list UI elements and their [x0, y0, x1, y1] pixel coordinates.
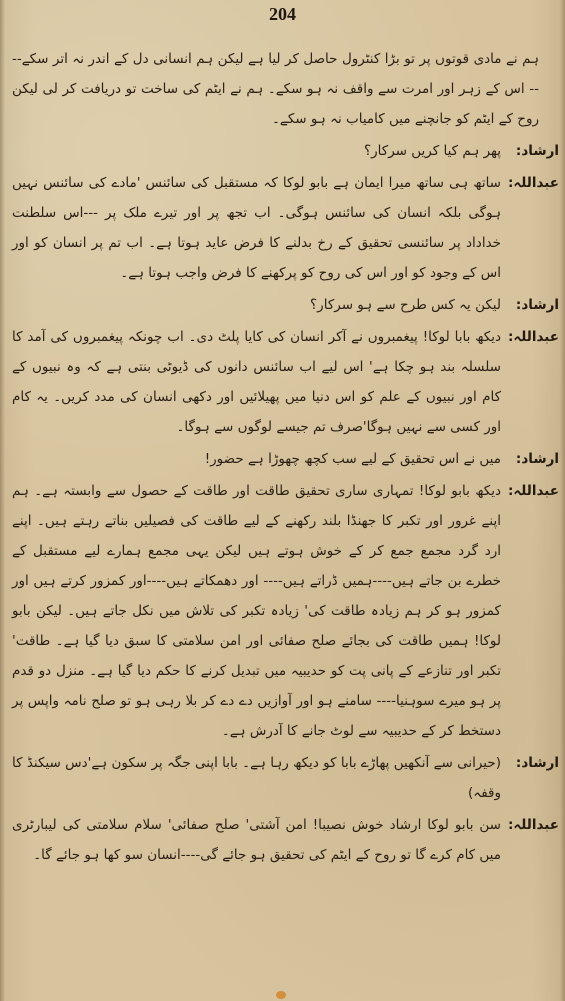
dialogue-entry [8, 168, 559, 288]
ink-mark [276, 991, 286, 999]
dialogue-content [8, 44, 559, 872]
page-number: 204 [269, 4, 296, 24]
dialogue-text: لیکن یہ کس طرح سے ہو سرکار؟ [310, 297, 501, 313]
speaker-label: ارشاد: [515, 143, 559, 159]
speaker-label: ارشاد: [515, 451, 559, 467]
dialogue-text: دیکھ بابو لوکا! تمہاری ساری تحقیق طاقت اور طاقت کے حصول سے وابستہ ہے۔ ہم اپنے غرور اور تکبر کا جھنڈا بلند رکھنے کے لیے طاقت کی فصیلیں بناتے رہتے ہیں۔ اپنے ارد گرد مجمع جمع کر کے خوش ہوتے ہیں لیکن یہی مجمع ہمارے لیے مستقبل کے خطرے بن جاتے ہیں----ہمیں ڈراتے ہیں---- اور دھمکاتے ہیں----اور کمزور کرتے ہیں اور کمزور ہو کر ہم زیادہ طاقت کی' زیادہ تکبر کی تلاش میں نکل جاتے ہیں۔ لیکن بابو لوکا! ہمیں طاقت کی بجائے صلح صفائی اور امن سلامتی کا سبق دیا گیا ہے۔ طاقت' تکبر اور تنازعے کے پانی پت کو حدیبیہ میں تبدیل کرنے کا حکم دیا گیا ہے۔ منزل دو قدم پر ہو میرے سوہنیا---- سامنے ہو اور آوازیں دے دے کر بلا رہی ہو تو صلح نامہ واپس پر دستخط کر کے حدیبیہ سے لوٹ جانے کا آدرش ہے۔ [12, 483, 501, 739]
speaker-label: ارشاد: [515, 755, 559, 771]
dialogue-text: پھر ہم کیا کریں سرکار؟ [364, 143, 501, 159]
speaker-label: عبداللہ: [507, 483, 559, 499]
dialogue-entry [8, 136, 559, 166]
dialogue-text: سن بابو لوکا ارشاد خوش نصیبا! امن آشتی' صلح صفائی' سلام سلامتی کی لیبارٹری میں کام کرے گا تو روح کے ایٹم کی تحقیق ہو جائے گی----انسان سو کھا ہو جائے گا۔ [12, 817, 501, 863]
speaker-label: عبداللہ: [507, 175, 559, 191]
dialogue-text: ہم نے مادی قوتوں پر تو بڑا کنٹرول حاصل کر لیا ہے لیکن ہم انسانی دل کے اندر نہ اتر سکے---- اس کے زہر اور امرت سے واقف نہ ہو سکے۔ ہم نے ایٹم کی ساخت تو دریافت کر لی لیکن روح کے ایٹم کو جانچنے میں کامیاب نہ ہو سکے۔ [12, 51, 539, 127]
page-edge-shadow-left [0, 0, 5, 1001]
dialogue-text: میں نے اس تحقیق کے لیے سب کچھ چھوڑا ہے حضور! [204, 451, 501, 467]
dialogue-entry [8, 476, 559, 746]
speaker-label: عبداللہ: [507, 817, 559, 833]
dialogue-entry [8, 290, 559, 320]
page-edge-shadow-right [560, 0, 565, 1001]
dialogue-entry [8, 810, 559, 870]
dialogue-entry [8, 44, 559, 134]
dialogue-text: ساتھ ہی ساتھ میرا ایمان ہے بابو لوکا کہ مستقبل کی سائنس 'مادے کی سائنس نہیں ہوگی بلکہ انسان کی سائنس ہوگی۔ اب تجھ پر اور تیرے ملک پر ---اس سلطنت خداداد پر سائنسی تحقیق کے رخ بدلنے کا فرض عاید ہوتا ہے۔ اب تم پر انسان کو اور اس کے وجود کو اور اس کی روح کو پرکھنے کا فرض واجب ہوتا ہے۔ [12, 175, 501, 281]
dialogue-entry [8, 444, 559, 474]
speaker-label: عبداللہ: [507, 329, 559, 345]
speaker-label: ارشاد: [515, 297, 559, 313]
dialogue-text: (حیرانی سے آنکھیں پھاڑے بابا کو دیکھ رہا ہے۔ بابا اپنی جگہ پر سکون ہے'دس سیکنڈ کا وقفہ) [12, 755, 501, 801]
dialogue-text: دیکھ بابا لوکا! پیغمبروں نے آکر انسان کی کایا پلٹ دی۔ اب چونکہ پیغمبروں کی آمد کا سلسلہ بند ہو چکا ہے' اس لیے اب سائنس دانوں کی ڈیوٹی بنتی ہے کہ وہ نبیوں کے کام اور نبیوں کے علم کو اس دنیا میں پھیلائیں اور دکھی انسان کی مدد کریں۔ یہ کام اور کسی سے نہیں ہوگا'صرف تم جیسے لوگوں سے ہوگا۔ [12, 329, 501, 435]
dialogue-entry [8, 322, 559, 442]
dialogue-entry [8, 748, 559, 808]
